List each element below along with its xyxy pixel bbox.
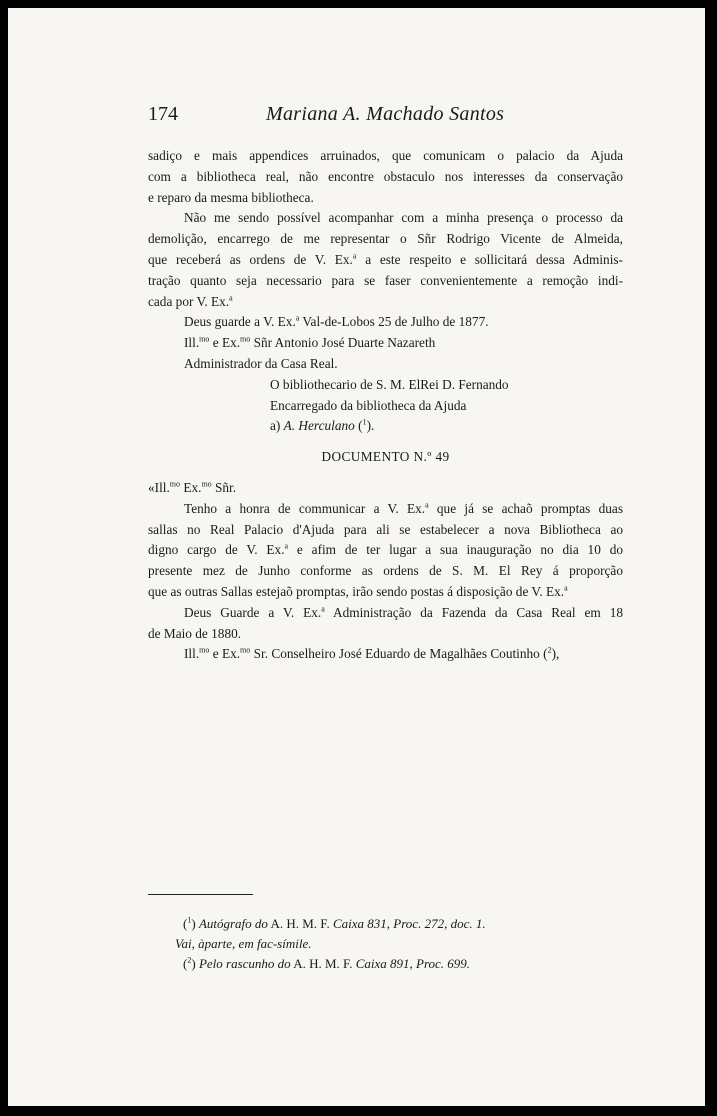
signature-line: a) A. Herculano ($^1$). [270,417,375,434]
footnote-1-continuation: Vai, àparte, em fac-símile. [175,936,312,951]
text-line: Encarregado da bibliotheca da Ajuda [270,397,467,413]
text-line: que receberá as ordens de V. Ex.$^a$ a este respeito e sollicitará dessa Adminis- [148,251,623,267]
paragraph-1 [148,146,623,208]
text-line: demolição, encarrego de me representar o Sñr Rodrigo Vicente de Almeida, [148,231,623,247]
document-heading: DOCUMENTO N.º 49 [321,449,450,465]
text-line: sadiço e mais appendices arruinados, que comunicam o palacio da Ajuda [148,148,623,163]
text-line: cada por V. Ex.$^a$ [148,293,233,309]
page-header [148,103,623,133]
closing-line: Deus guarde a V. Ex.$^a$ Val-de-Lobos 25 de Julho de 1877. [184,313,489,330]
signature-block [148,375,623,437]
addressee: Ill.$^{mo}$ e Ex.$^{mo}$ Sñr Antonio José Duarte Nazareth Administrador da Casa Real. [148,333,623,375]
text-line: tração quanto seja necessario para se faser convenientemente a remoção indi- [148,272,623,288]
text-line: de Maio de 1880. [148,625,242,641]
text-line: e reparo da mesma bibliotheca. [148,189,314,205]
text-line: com a bibliotheca real, não encontre obstaculo nos interesses da conservação [148,168,623,184]
page-number: 174 [148,103,178,125]
paragraph-3: Tenho a honra de communicar a V. Ex.$^a$ que já se achaõ promptas duas sallas no Real Palacio d'Ajuda para ali se estabelecer a nova Bibliotheca ao digno cargo de V. Ex.$^a$ e afim de ter lugar a sua inauguração no dia 10 do presente mez de Junho conforme as ordens de S. M. El Rey á proporção que as outras Sallas estejaõ promptas, irão sendo postas á disposição de V. Ex.$^a$ [148,500,623,599]
text-line: sallas no Real Palacio d'Ajuda para ali se estabelecer a nova Bibliotheca ao [148,521,623,537]
footnote-2: ($^2$) Pelo rascunho do A. H. M. F. Caixa 891, Proc. 699. [183,955,471,971]
book-page [8,8,705,1106]
running-title: Mariana A. Machado Santos [266,103,505,125]
paragraph-5: Ill.$^{mo}$ e Ex.$^{mo}$ Sr. Conselheiro José Eduardo de Magalhães Coutinho ($^2$), [184,645,560,662]
footnote-1: ($^1$) Autógrafo do A. H. M. F. Caixa 831, Proc. 272, doc. 1. [183,915,486,931]
salutation: «Ill.$^{mo}$ Ex.$^{mo}$ Sñr. [148,479,237,495]
footnote-divider [148,894,253,895]
text-line: presente mez de Junho conforme as ordens de S. M. El Rey á proporção [148,563,623,579]
text-line: O bibliothecario de S. M. ElRei D. Fernando [270,376,509,392]
paragraph-4: Deus Guarde a V. Ex.$^a$ Administração da Fazenda da Casa Real em 18 de Maio de 1880. [148,603,623,645]
text-line: Administrador da Casa Real. [184,355,338,371]
text-line: Não me sendo possível acompanhar com a minha presença o processo da [184,210,623,226]
body-text [148,146,623,665]
footnotes [175,914,603,974]
paragraph-2 [148,208,623,312]
